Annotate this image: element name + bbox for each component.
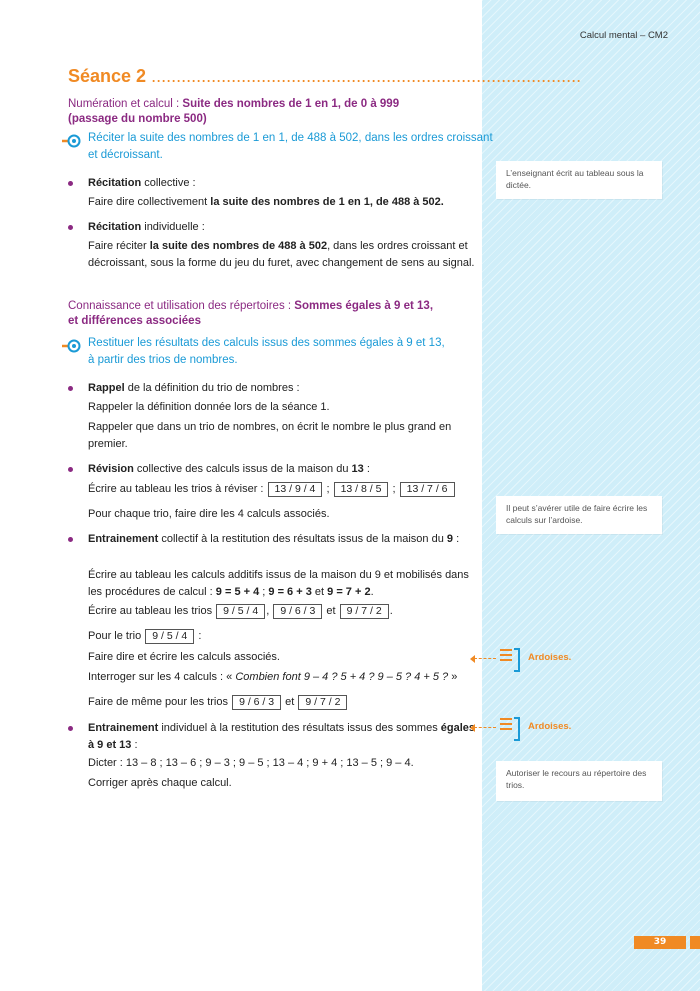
entrainement-collectif	[88, 531, 478, 548]
entrainement-line5	[88, 669, 478, 686]
section2-heading-b: Sommes égales à 9 et 13,	[294, 300, 434, 312]
revision-trios	[88, 481, 478, 498]
period: .	[389, 605, 393, 617]
revision	[88, 461, 478, 478]
entrainement-line2	[88, 603, 478, 620]
line1a: Écrire au tableau les calculs additifs issus de la maison du 9 et mobilisés dans les procédures de calcul :	[88, 569, 469, 598]
revision-num: 13	[351, 463, 364, 475]
slate-icon	[500, 649, 512, 664]
bullet-icon	[68, 181, 73, 186]
entrainement2-rest: individuel à la restitution des résultats issus des sommes	[158, 722, 441, 734]
bullet-icon	[68, 225, 73, 230]
target-icon	[62, 134, 82, 148]
slate-icon	[500, 718, 512, 733]
b2-rest: individuelle :	[141, 221, 205, 233]
note-teacher: L’enseignant écrit au tableau sous la dictée.	[496, 161, 662, 199]
arrow-left-icon	[474, 658, 496, 659]
section1-heading-b: Suite des nombres de 1 en 1, de 0 à 999	[182, 98, 400, 110]
revision-colon: :	[363, 463, 370, 475]
rappel-rest: de la définition du trio de nombres :	[124, 382, 300, 394]
b1-title: Récitation	[88, 177, 142, 189]
revision-line1: Écrire au tableau les trios à réviser :	[88, 483, 267, 495]
note-repertoire: Autoriser le recours au répertoire des trios.	[496, 761, 662, 801]
line1e: et	[311, 586, 328, 598]
entrainement-line4: Faire dire et écrire les calculs associés.	[88, 651, 280, 663]
b2-line-b: la suite des nombres de 488 à 502	[149, 240, 328, 252]
trio-box: 9 / 5 / 4	[216, 604, 265, 619]
revision-title: Révision	[88, 463, 134, 475]
bullet-icon	[68, 467, 73, 472]
trio-box: 13 / 9 / 4	[268, 482, 323, 497]
section1-heading	[68, 97, 399, 127]
header-title: Calcul mental – CM2	[579, 30, 668, 41]
entrainement-colon: :	[453, 533, 460, 545]
line1c: ;	[259, 586, 269, 598]
title-dots: ......................................................................................	[146, 66, 582, 86]
revision-line2: Pour chaque trio, faire dire les 4 calculs associés.	[88, 508, 330, 520]
entrainement2-title: Entrainement	[88, 722, 159, 734]
trio-box: 9 / 6 / 3	[232, 695, 281, 710]
trio-box: 9 / 5 / 4	[145, 629, 194, 644]
line5c: »	[448, 671, 458, 683]
comma: ,	[266, 605, 273, 617]
arrow-left-icon	[474, 727, 496, 728]
b2-title: Récitation	[88, 221, 142, 233]
line1b: 9 = 5 + 4	[215, 586, 260, 598]
dictation-line: Dicter : 13 – 8 ; 13 – 6 ; 9 – 3 ; 9 – 5 ; 13 – 4 ; 9 + 4 ; 13 – 5 ; 9 – 4.	[88, 757, 414, 769]
entrainement2-colon: :	[131, 739, 138, 751]
entrainement-line3	[88, 628, 478, 645]
line1g: .	[370, 586, 374, 598]
bullet-icon	[68, 386, 73, 391]
section2-heading-a: Connaissance et utilisation des répertoires :	[68, 300, 295, 312]
section2-heading-c: et différences associées	[68, 315, 201, 327]
section2-goal	[88, 335, 445, 369]
ardoises-label: Ardoises.	[528, 721, 572, 732]
b1-line-a: Faire dire collectivement	[88, 196, 211, 208]
section1-goal	[88, 130, 493, 164]
line3-end: :	[195, 630, 202, 642]
section2-goal-line2: à partir des trios de nombres.	[88, 354, 238, 366]
line1d: 9 = 6 + 3	[268, 586, 312, 598]
rappel-line2: Rappeler que dans un trio de nombres, on écrit le nombre le plus grand en premier.	[88, 421, 452, 450]
section2-goal-line1: Restituer les résultats des calculs issus des sommes égales à 9 et 13,	[88, 337, 445, 349]
line5a: Interroger sur les 4 calculs : «	[88, 671, 236, 683]
b2-line-c: , dans les ordres croissant et décroissant, sous la forme du jeu du furet, avec changement de sens au signal.	[88, 240, 475, 269]
section1-heading-c: (passage du nombre 500)	[68, 113, 207, 125]
entrainement2-bold: égales à 9 et 13	[88, 722, 476, 751]
ardoises-label: Ardoises.	[528, 652, 572, 663]
entrainement-line6	[88, 694, 478, 711]
recitation-individuelle	[88, 219, 478, 236]
note-ardoise: Il peut s’avérer utile de faire écrire les calculs sur l’ardoise.	[496, 496, 662, 534]
trio-box: 9 / 7 / 2	[298, 695, 347, 710]
bracket-icon	[514, 648, 520, 672]
b1-rest: collective :	[141, 177, 196, 189]
bullet-icon	[68, 726, 73, 731]
target-icon	[62, 339, 82, 353]
entrainement-num: 9	[446, 533, 454, 545]
recitation-collective-text	[88, 194, 478, 211]
rappel-title: Rappel	[88, 382, 125, 394]
entrainement-title: Entrainement	[88, 533, 159, 545]
entrainement-individuel	[88, 720, 478, 754]
revision-rest: collective des calculs issus de la maison du	[133, 463, 352, 475]
trio-box: 13 / 8 / 5	[334, 482, 389, 497]
page-title	[68, 66, 582, 87]
b2-line-a: Faire réciter	[88, 240, 150, 252]
recitation-collective	[88, 175, 478, 192]
page-tab	[690, 936, 700, 949]
page-number: 39	[634, 936, 686, 949]
section1-heading-a: Numération et calcul :	[68, 98, 183, 110]
section2-heading	[68, 299, 433, 329]
entrainement-rest: collectif à la restitution des résultats issus de la maison du	[158, 533, 447, 545]
and-word: et	[323, 605, 339, 617]
trio-box: 9 / 7 / 2	[340, 604, 389, 619]
line3-text: Pour le trio	[88, 630, 145, 642]
rappel-line1: Rappeler la définition donnée lors de la séance 1.	[88, 401, 330, 413]
bullet-icon	[68, 537, 73, 542]
seance-title: Séance 2	[68, 66, 147, 86]
separator: ;	[389, 483, 399, 495]
line1f: 9 = 7 + 2	[327, 586, 371, 598]
trio-box: 9 / 6 / 3	[273, 604, 322, 619]
trio-box: 13 / 7 / 6	[400, 482, 455, 497]
correction-line: Corriger après chaque calcul.	[88, 777, 232, 789]
line6-text: Faire de même pour les trios	[88, 696, 232, 708]
section1-goal-line2: et décroissant.	[88, 149, 163, 161]
and-word: et	[282, 696, 298, 708]
b1-line-b: la suite des nombres de 1 en 1, de 488 à 502.	[210, 196, 444, 208]
rappel	[88, 380, 478, 397]
entrainement-line1	[88, 567, 478, 601]
separator: ;	[323, 483, 333, 495]
bracket-icon	[514, 717, 520, 741]
recitation-individuelle-text	[88, 238, 478, 272]
line2-text: Écrire au tableau les trios	[88, 605, 216, 617]
line5b: Combien font 9 – 4 ? 5 + 4 ? 9 – 5 ? 4 + 5 ?	[235, 671, 449, 683]
section1-goal-line1: Réciter la suite des nombres de 1 en 1, de 488 à 502, dans les ordres croissant	[88, 132, 493, 144]
